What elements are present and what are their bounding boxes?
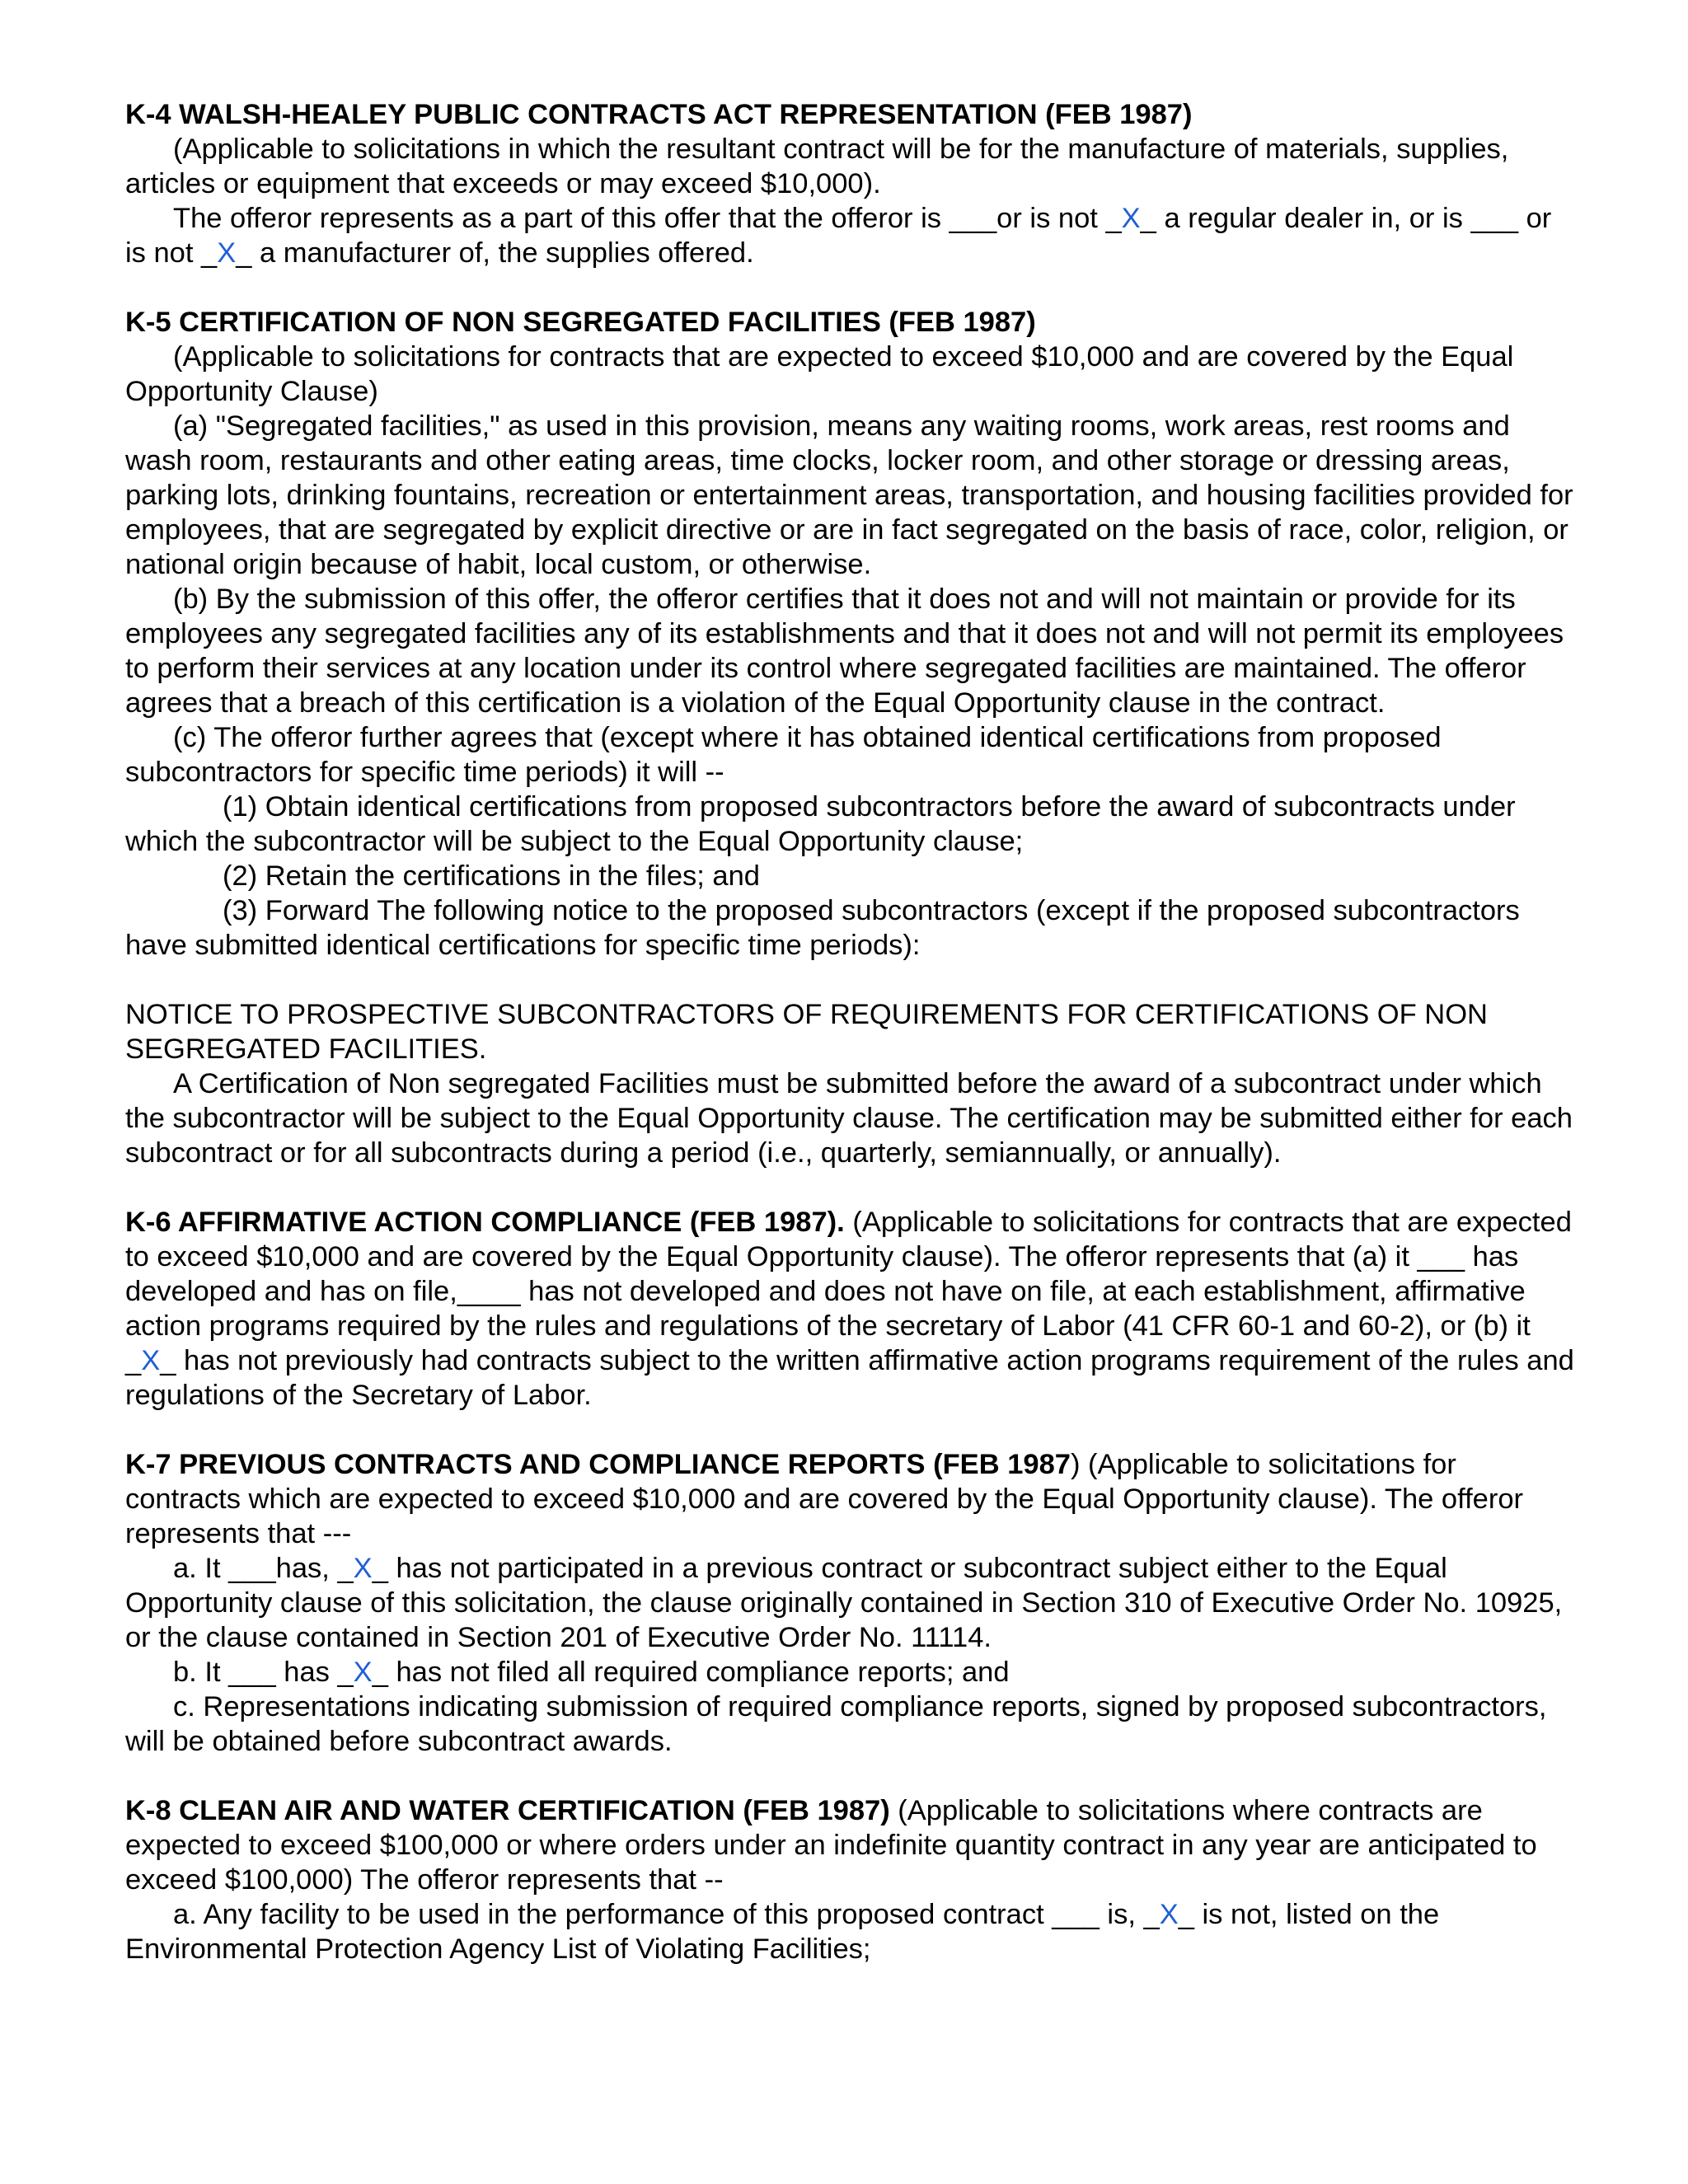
k8-a-text-2: _ is not, listed on the Environmental Protection Agency List of Violating Facilities; xyxy=(125,1899,1440,1965)
k4-heading: K-4 WALSH-HEALEY PUBLIC CONTRACTS ACT REPRESENTATION (FEB 1987) xyxy=(125,99,1193,130)
k6-paragraph xyxy=(125,1205,1576,1413)
k7-b-text-1: b. It ___ has _ xyxy=(173,1657,354,1688)
k7-heading: K-7 PREVIOUS CONTRACTS AND COMPLIANCE REPORTS (FEB 1987 xyxy=(125,1449,1071,1480)
k7-a-text-2: _ has not participated in a previous contract or subcontract subject either to the Equal Opportunity clause of this solicitation, the clause originally contained in Section 310 of Executive Order No. 10925, or the clause contained in Section 201 of Executive Order No. 11114. xyxy=(125,1553,1563,1653)
k8-heading: K-8 CLEAN AIR AND WATER CERTIFICATION (FEB 1987) xyxy=(125,1795,890,1826)
k7-item-c: c. Representations indicating submission of required compliance reports, signed by proposed subcontractors, will be obtained before subcontract awards. xyxy=(125,1691,1547,1757)
k8-paragraph xyxy=(125,1793,1576,1897)
k6-text-1: (Applicable to solicitations for contracts that are expected to exceed $10,000 and are covered by the Equal Opportunity clause). The offeror represents that (a) it ___ has developed and has on file,____ has not developed and does not have on file, at each establishment, affirmative action programs required by the rules and regulations of the secretary of Labor (41 CFR 60-1 and 60-2), or (b) it _ xyxy=(125,1207,1572,1376)
k7-b-mark: X xyxy=(353,1657,373,1688)
k7-b-text-2: _ has not filed all required compliance reports; and xyxy=(372,1657,1010,1688)
k5-heading: K-5 CERTIFICATION OF NON SEGREGATED FACILITIES (FEB 1987) xyxy=(125,307,1036,338)
k7-a-text-1: a. It ___has, _ xyxy=(173,1553,354,1584)
k4-rep-text-3: _ a manufacturer of, the supplies offered. xyxy=(236,237,754,269)
k5-paragraph-b: (b) By the submission of this offer, the offeror certifies that it does not and will not maintain or provide for its employees any segregated facilities any of its establishments and that it does not and will not permit its employees to perform their services at any location under its control where segregated facilities are maintained. The offeror agrees that a breach of this certification is a violation of the Equal Opportunity clause in the contract. xyxy=(125,583,1564,719)
document-page xyxy=(125,97,1576,2001)
k6-mark: X xyxy=(141,1345,161,1376)
k8-text: (Applicable to solicitations where contracts are expected to exceed $100,000 or where orders under an indefinite quantity contract in any year are anticipated to exceed $100,000) The offeror represents that -- xyxy=(125,1795,1537,1896)
k7-item-b xyxy=(125,1655,1576,1690)
section-k5 xyxy=(125,305,1576,963)
section-k6 xyxy=(125,1205,1576,1413)
k4-dealer-mark: X xyxy=(1121,203,1141,234)
k6-heading: K-6 AFFIRMATIVE ACTION COMPLIANCE (FEB 1987). xyxy=(125,1207,845,1238)
k7-text: ) (Applicable to solicitations for contracts which are expected to exceed $10,000 and are covered by the Equal Opportunity clause). The offeror represents that --- xyxy=(125,1449,1524,1549)
notice-title: NOTICE TO PROSPECTIVE SUBCONTRACTORS OF REQUIREMENTS FOR CERTIFICATIONS OF NON SEGREGATED FACILITIES. xyxy=(125,999,1488,1065)
section-k8 xyxy=(125,1793,1576,1966)
k8-item-a xyxy=(125,1897,1576,1966)
k7-paragraph xyxy=(125,1447,1576,1551)
section-k7 xyxy=(125,1447,1576,1759)
k5-item-2: (2) Retain the certifications in the files; and xyxy=(223,860,760,892)
k4-representation xyxy=(125,201,1576,270)
k8-a-text-1: a. Any facility to be used in the performance of this proposed contract ___ is, _ xyxy=(173,1899,1160,1930)
k8-a-mark: X xyxy=(1159,1899,1179,1930)
section-k4 xyxy=(125,97,1576,270)
k4-rep-text-1: The offeror represents as a part of this offer that the offeror is ___or is not _ xyxy=(173,203,1122,234)
k7-a-mark: X xyxy=(353,1553,373,1584)
k5-paragraph-c: (c) The offeror further agrees that (except where it has obtained identical certifications from proposed subcontractors for specific time periods) it will -- xyxy=(125,722,1442,788)
k4-rep-text-2: _ a regular dealer in, or is ___ or is not _ xyxy=(125,203,1552,269)
k4-applicability: (Applicable to solicitations in which the resultant contract will be for the manufacture of materials, supplies, articles or equipment that exceeds or may exceed $10,000). xyxy=(125,134,1509,199)
notice-body: A Certification of Non segregated Facilities must be submitted before the award of a subcontract under which the subcontractor will be subject to the Equal Opportunity clause. The certification may be submitted either for each subcontract or for all subcontracts during a period (i.e., quarterly, semiannually, or annually). xyxy=(125,1068,1573,1169)
section-notice xyxy=(125,997,1576,1170)
k5-paragraph-a: (a) "Segregated facilities," as used in this provision, means any waiting rooms, work areas, rest rooms and wash room, restaurants and other eating areas, time clocks, locker room, and other storage or dressing areas, parking lots, drinking fountains, recreation or entertainment areas, transportation, and housing facilities provided for employees, that are segregated by explicit directive or are in fact segregated on the basis of race, color, religion, or national origin because of habit, local custom, or otherwise. xyxy=(125,410,1573,580)
k6-text-2: _ has not previously had contracts subject to the written affirmative action programs requirement of the rules and regulations of the Secretary of Labor. xyxy=(125,1345,1574,1411)
k5-item-1: (1) Obtain identical certifications from proposed subcontractors before the award of subcontracts under which the subcontractor will be subject to the Equal Opportunity clause; xyxy=(125,791,1516,857)
k5-item-3: (3) Forward The following notice to the proposed subcontractors (except if the proposed subcontractors have submitted identical certifications for specific time periods): xyxy=(125,895,1520,961)
k7-item-a xyxy=(125,1551,1576,1655)
k5-applicability: (Applicable to solicitations for contracts that are expected to exceed $10,000 and are covered by the Equal Opportunity Clause) xyxy=(125,341,1514,407)
k4-manufacturer-mark: X xyxy=(217,237,237,269)
